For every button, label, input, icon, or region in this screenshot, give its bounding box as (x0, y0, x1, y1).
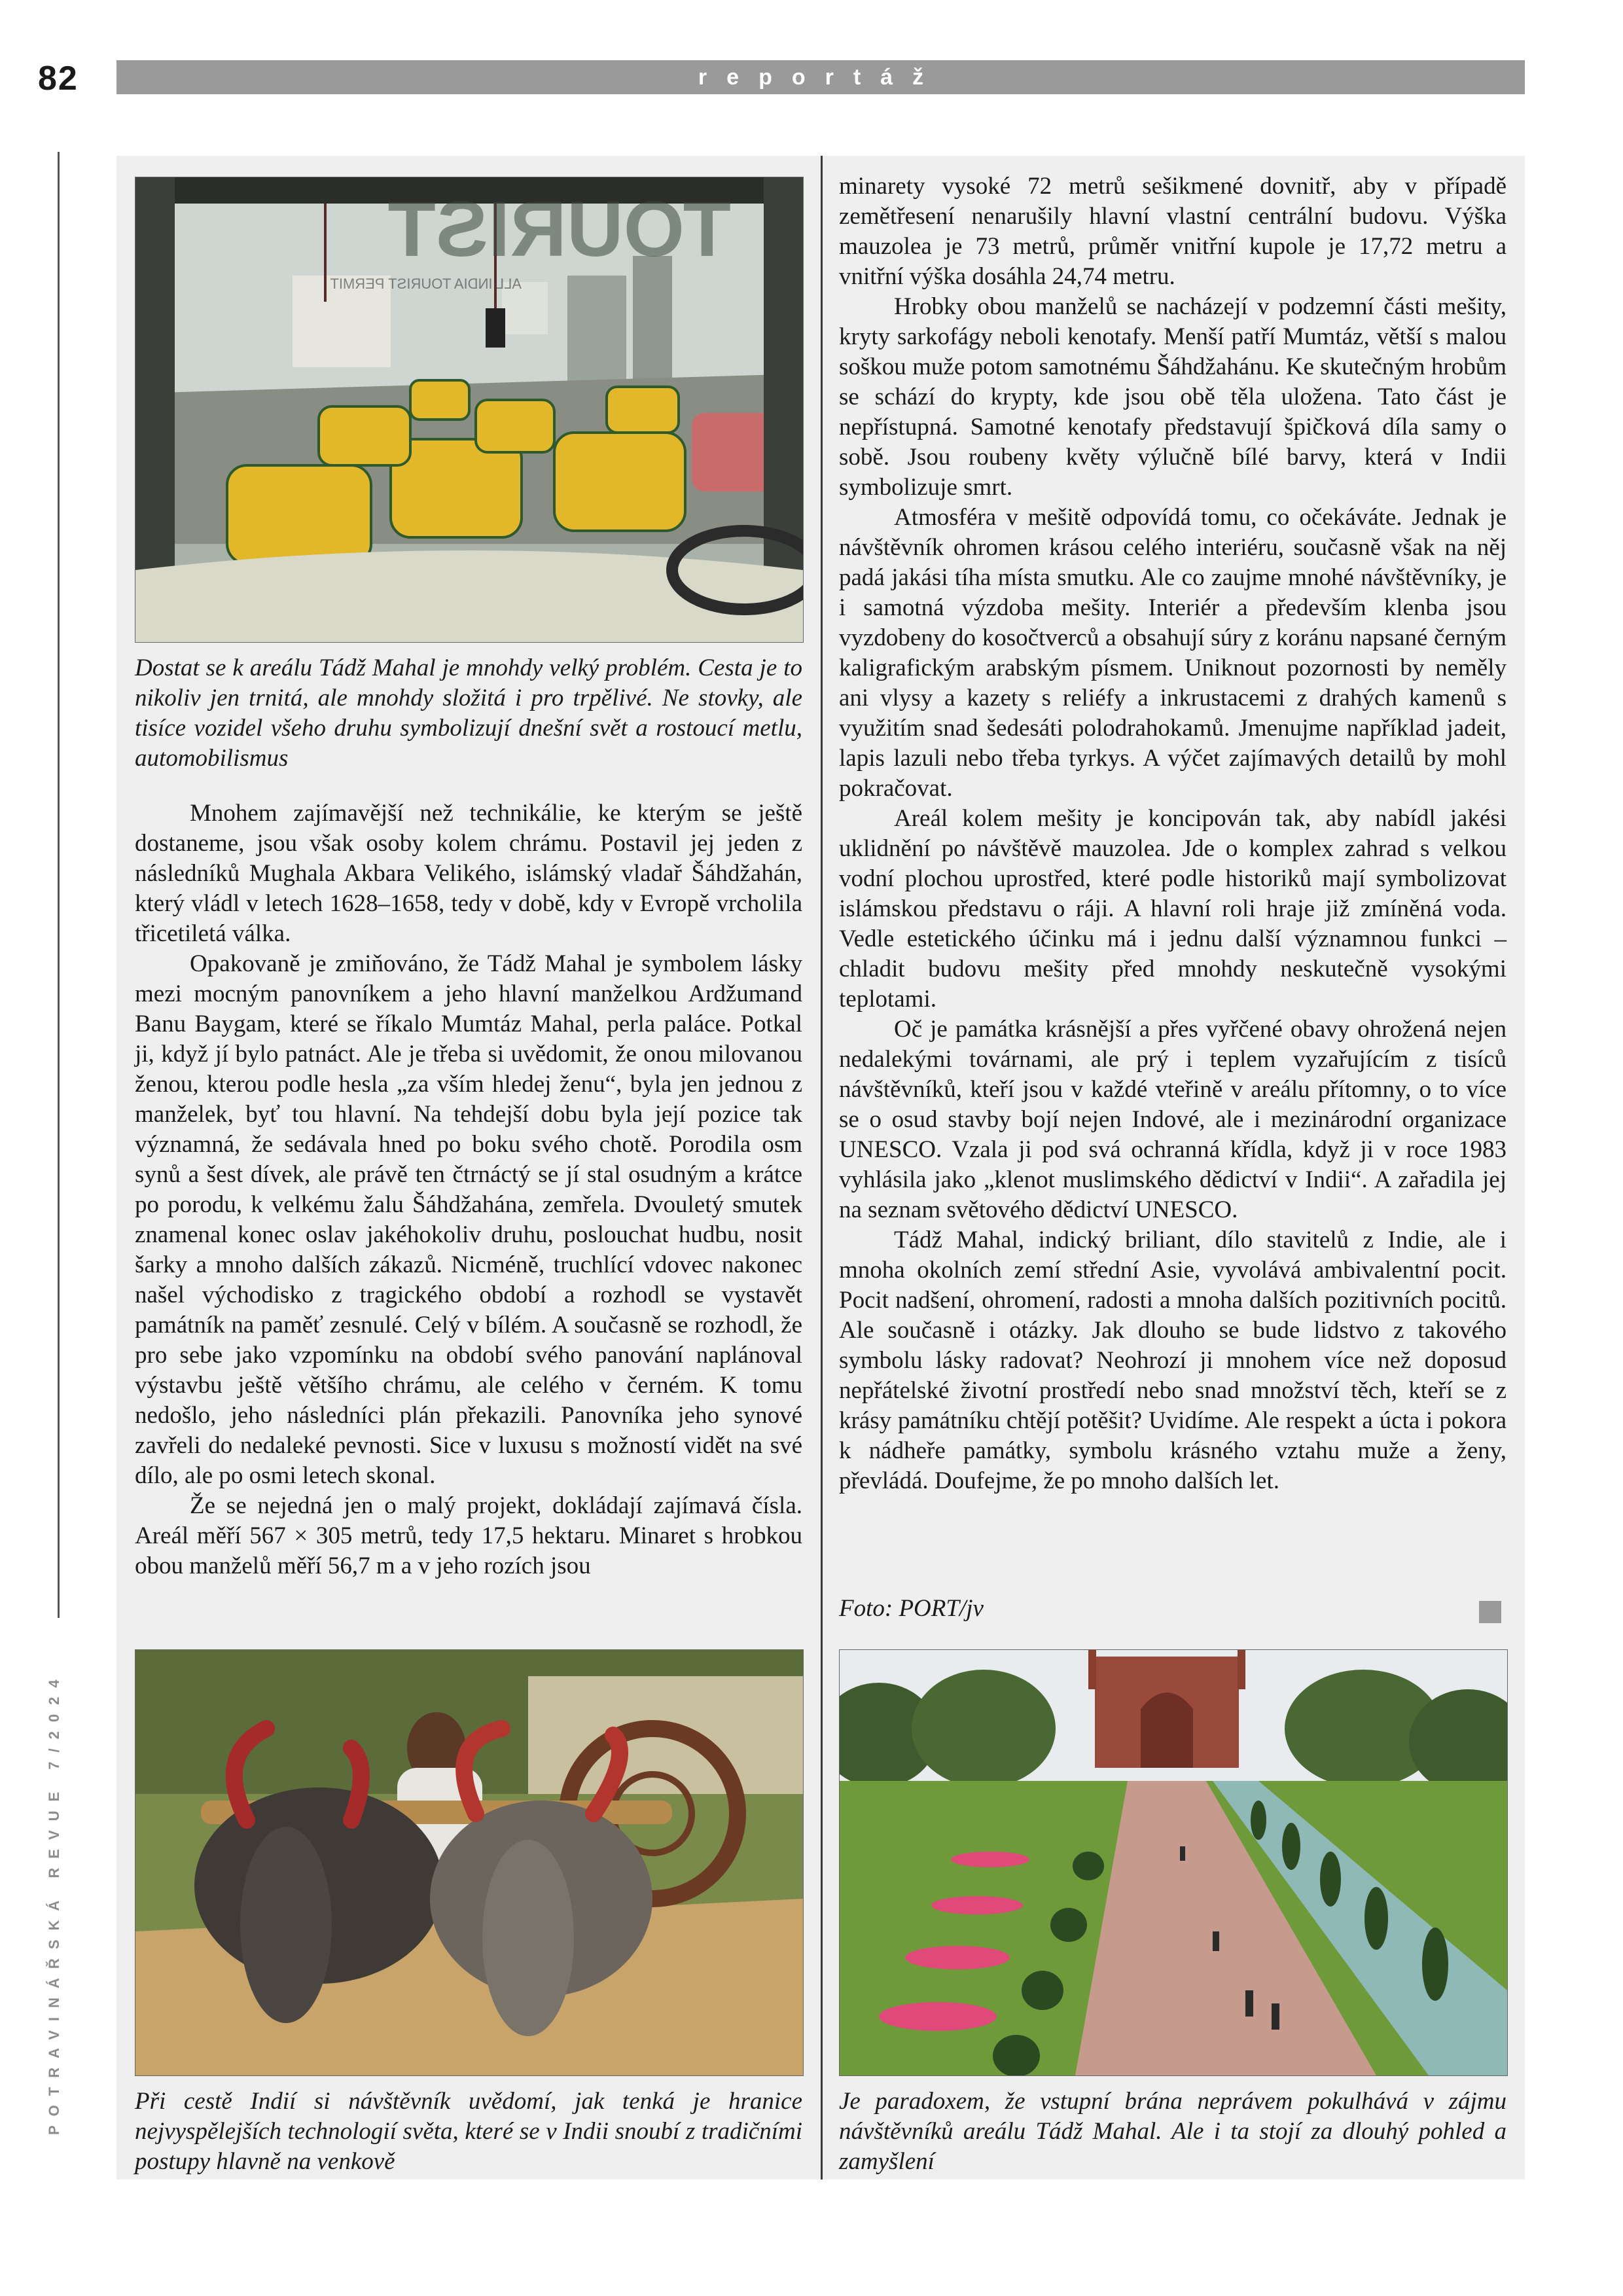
bus-permit-text: ALL INDIA TOURIST PERMIT (330, 276, 522, 292)
paragraph: Atmosféra v mešitě odpovídá tomu, co očekáváte. Jednak je návštěvník ohromen krásou celého interiéru, současně však na něj padá jakási tíha místa smutku. Ale co zaujme mnohé návštěvníky, je i samotná výzdoba mešity. Interiér a především klenba jsou vyzdobeny do kosočtverců a obsahují súry z koránu napsané černým kaligrafickým arabským písmem. Uniknout pozornosti by neměly ani vlysy a kazety s reliéfy a inkrustacemi z drahých kamenů s využitím snad šedesáti polodrahokamů. Jmenujme například jadeit, lapis lazuli nebo třeba tyrkys. A výčet zajímavých detailů by mohl pokračovat. (839, 504, 1507, 802)
page-number: 82 (38, 60, 79, 98)
bus-lettering: TOURIST (387, 185, 731, 273)
paragraph: Oč je památka krásnější a přes vyřčené obavy ohrožená nejen nedalekými továrnami, ale prý i teplem vyzařujícím z tisíců návštěvníků, kteří jsou v každé vteřině v areálu přítomny, o to více se o osud stavby bojí nejen Indové, ale i mezinárodní organizace UNESCO. Vzala ji pod svá ochranná křídla, když ji v roce 1983 vyhlásila jako „klenot muslimského dědictví v Indii“. A zařadila jej na seznam světového dědictví UNESCO. (839, 1016, 1507, 1223)
section-label: reportáž (698, 65, 944, 90)
paragraph: Opakovaně je zmiňováno, že Tádž Mahal je symbolem lásky mezi mocným panovníkem a jeho hlavní manželkou Ardžumand Banu Baygam, které se říkalo Mumtáz Mahal, perla paláce. Potkal ji, když jí bylo patnáct. Ale je třeba si uvědomit, že onou milovanou ženou, kterou podle hesla „za vším hledej ženu“, byla jen jednou z manželek, byť tou hlavní. Na tehdejší dobu byla její pozice tak významná, že sedávala hned po boku svého chotě. Porodila osm synů a šest dívek, ale právě ten čtrnáctý se jí stal osudným a krátce po porodu, k velkému žalu Šáhdžahána, zemřela. Dvouletý smutek znamenal konec oslav jakéhokoliv druhu, poslouchat hudbu, nosit šarky a mnoho dalších zákazů. Nicméně, truchlící vdovec nakonec našel východisko z tragického období a rozhodl se vystavět památník na paměť zesnulé. Celý v bílém. A současně se rozhodl, že pro sebe jako vzpomínku na období svého panování naplánoval výstavbu ještě většího chrámu, ale celého v černém. K tomu nedošlo, jeho následníci plán překazili. Panovníka jeho synové zavřeli do nedaleké pevnosti. Sice v luxusu s možností vidět na své dílo, ale po osmi letech skonal. (135, 950, 802, 1489)
margin-rule (58, 152, 60, 1618)
end-mark (1479, 1601, 1501, 1623)
article-right-column (839, 171, 1507, 1496)
paragraph: Že se nejedná jen o malý projekt, dokládají zajímavá čísla. Areál měří 567 × 305 metrů, tedy 17,5 hektaru. Minaret s hrobkou obou manželů měří 56,7 m a v jeho rozích jsou (135, 1492, 802, 1579)
paragraph: Hrobky obou manželů se nacházejí v podzemní části mešity, kryty sarkofágy neboli kenotafy. Menší patří Mumtáz, větší s malou soškou muže potom samotnému Šáhdžahánu. Ke skutečným hrobům se schází do krypty, kde jsou obě těla uložena. Tato část je nepřístupná. Samotné kenotafy představují špičková díla samy o sobě. Jsou roubeny květy výlučně bílé barvy, která v Indii symbolizuje smrt. (839, 293, 1507, 501)
paragraph: Areál kolem mešity je koncipován tak, aby nabídl jakési uklidnění po návštěvě mauzolea. Jde o komplex zahrad s velkou vodní plochou uprostřed, které podle historiků mají symbolizovat islámskou představu o ráji. A hlavní roli hraje již zmíněná voda. Vedle estetického účinku má i jednu další významnou funkci – chladit budovu mešity před mnohdy neskutečně vysokými teplotami. (839, 805, 1507, 1013)
column-divider (821, 156, 823, 2179)
article-left-column (135, 798, 802, 1581)
oxen-photo (135, 1649, 804, 2076)
paragraph: Mnohem zajímavější než technikálie, ke kterým se ještě dostaneme, jsou však osoby kolem chrámu. Postavil jej jeden z následníků Mughala Akbara Velikého, islámský vladař Šáhdžahán, který vládl v letech 1628–1658, tedy v době, kdy v Evropě vrcholila třicetiletá válka. (135, 800, 802, 947)
gate-caption: Je paradoxem, že vstupní brána neprávem pokulhává v zájmu návštěvníků areálu Tádž Mahal. Ale i ta stojí za dlouhý pohled a zamyšlení (839, 2088, 1507, 2175)
traffic-caption: Dostat se k areálu Tádž Mahal je mnohdy velký problém. Cesta je to nikoliv jen trnitá, ale mnohdy složitá i pro trpělivé. Ne stovky, ale tisíce vozidel všeho druhu symbolizují dnešní svět a rostoucí metlu, automobilismus (135, 655, 802, 772)
publication-vertical-label: POTRAVINÁŘSKÁ REVUE 7/2024 (46, 1670, 62, 2135)
oxen-caption: Při cestě Indií si návštěvník uvědomí, jak tenká je hranice nejvyspělejších technologií světa, které se v Indii snoubí z tradičními postupy hlavně na venkově (135, 2088, 802, 2175)
paragraph: Tádž Mahal, indický briliant, dílo stavitelů z Indie, ale i mnoha okolních zemí střední Asie, vyvolává ambivalentní pocit. Pocit nadšení, ohromení, radosti a mnoha dalších pozitivních pocitů. Ale současně i otázky. Jak dlouho se bude lidstvo z takového symbolu lásky radovat? Neohrozí ji mnohem více než doposud nepřátelské životní prostředí nebo snad množství těch, kteří se z krásy památníku chtějí potěšit? Uvidíme. Ale respekt a úcta i pokora k nádheře památky, symbolu krásného vztahu muže a ženy, převládá. Doufejme, že po mnoho dalších let. (839, 1227, 1507, 1494)
paragraph: minarety vysoké 72 metrů sešikmené dovnitř, aby v případě zemětřesení nenarušily hlavní vlastní centrální budovu. Výška mauzolea je 73 metrů, průměr vnitřní kupole je 17,72 metru a vnitřní výška dosáhla 24,74 metru. (839, 173, 1507, 290)
traffic-photo (135, 177, 804, 643)
photo-credit: Foto: PORT/jv (839, 1595, 984, 1622)
gate-photo (839, 1649, 1508, 2076)
